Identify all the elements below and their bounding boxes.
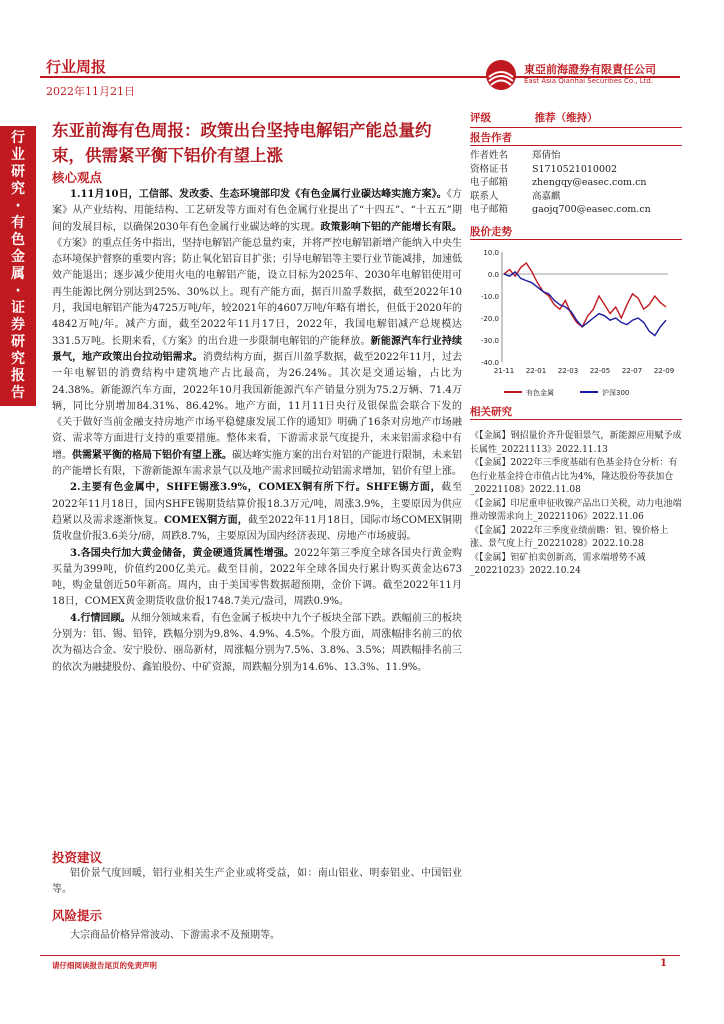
sidebar-char: 告 [11,385,25,401]
related-list [470,430,682,579]
author-field-label: 电子邮箱 [470,204,509,215]
y-tick-label: 10.0 [483,249,499,257]
invest-heading: 投资建议 [52,850,103,865]
rating-value: 推荐（维持） [534,112,598,124]
author-row [470,190,682,204]
report-category: 行业周报 [46,58,107,76]
risk-text: 大宗商品价格异常波动、下游需求不及预期等。 [70,930,280,941]
company-logo [484,58,684,92]
core-view-heading: 核心观点 [52,170,103,185]
footer-divider [40,955,680,956]
related-item: 《【金属】2022年三季度基础有色基金持仓分析：有色行业基金持仓市值占比为4%，隆达股份等获加仓_20221108》2022.11.08 [470,458,678,495]
author-field-value: 郑倩怡 [532,150,561,161]
sidebar-char: 券 [11,317,25,333]
x-tick-label: 22-07 [621,367,643,375]
main-body [52,187,462,676]
logo-name-en: East Asia Qianhai Securities Co., Ltd. [524,77,654,85]
sidebar-char: 报 [11,368,25,384]
author-row [470,176,682,190]
sidebar-char: 业 [11,147,25,163]
author-field-label: 作者姓名 [470,150,509,161]
paragraph-policy: 1.11月10日，工信部、发改委、生态环境部印发《有色金属行业碳达峰实施方案》。《方案》从产业结构、用能结构、工艺研发等方面对有色金属行业提出了“十四五”、“十五五”期间的发展目标，以确保2030年有色金属行业碳达峰的实现。政策影响下铝的产能增长有限。《方案》的重点任务中指出，坚持电解铝产能总量约束，并将严控电解铝新增产能纳入中央生态环境保护督察的重要内容；防止氧化铝盲目扩张；引导电解铝等主要行业节能减排，加速低效产能退出；逐步减少使用火电的电解铝产能，设立目标为2025年、2030年电解铝使用可再生能源比例分别达到25%、30%以上。现有产能方面，据百川盈孚数据，截至2022年10月，我国电解铝产能为4725万吨/年，较2021年的4607万吨/年略有增长，但低于2020年的4842万吨/年。减产方面，截至2022年11月17日，2022年，我国电解铝减产总规模达331.5万吨。长期来看，《方案》的出台进一步限制电解铝的产能释放。新能源汽车行业持续景气，地产政策出台拉动铝需求。消费结构方面，据百川盈孚数据，截至2022年11月，过去一年电解铝的消费结构中建筑地产占比最高，为26.24%。其次是交通运输，占比为24.38%。新能源汽车方面，2022年10月我国新能源汽车产销量分别为75.2万辆、71.4万辆，同比分别增加84.31%、86.42%。地产方面，11月11日央行及银保监会联合下发的《关于做好当前金融支持房地产市场平稳健康发展工作的通知》明确了16条对房地产市场融资、需求等方面进行支持的重要措施。整体来看，下游需求景气度提升，未来铝需求稳中有增。供需紧平衡的格局下铝价有望上涨。碳达峰实施方案的出台对铝的产能进行限制，未来铝的产能增长有限，下游新能源车需求景气以及地产需求回暖拉动铝需求增加，铝价有望上涨。 [52,189,463,478]
rating-label: 评级 [470,112,491,124]
x-tick-label: 22-05 [589,367,611,375]
sidebar-char: 属 [11,266,25,282]
legend-label-csi300: 沪深300 [602,389,630,397]
related-heading: 相关研究 [470,404,682,420]
related-item: 《【金属】2022年三季度业绩前瞻：钽、镍价格上涨、景气度上行_20221028》2022.10.28 [470,525,669,549]
x-tick-label: 22-01 [525,367,547,375]
legend-label-nonferrous: 有色金属 [526,389,554,397]
sidebar-char: · [15,283,21,299]
sidebar-char: 究 [11,181,25,197]
stock-heading: 股价走势 [470,224,682,240]
related-item: 《【金属】钢招量价齐升促钼景气，新能源应用赋予成长属性_20221113》2022.11.13 [470,431,682,455]
x-tick-label: 22-03 [557,367,579,375]
sidebar-banner [0,126,36,406]
sidebar-char: 有 [11,215,25,231]
y-tick-label: -40.0 [480,359,499,367]
series-line-csi300 [504,272,666,336]
author-field-value: 高嘉麒 [532,190,561,202]
y-tick-label: -30.0 [480,337,499,345]
authors-heading: 报告作者 [470,130,682,146]
author-field-label: 电子邮箱 [470,177,509,188]
related-item: 《【金属】钽矿拍卖创新高，需求端增势不减_20221023》2022.10.24 [470,552,646,576]
risk-heading: 风险提示 [52,908,103,923]
sidebar-char: · [15,198,21,214]
paragraph-metals: 2.主要有色金属中，SHFE锡涨3.9%，COMEX铜有所下行。SHFE锡方面，截至2022年11月18日，国内SHFE锡期货结算价报18.3万元/吨，周涨3.9%，主要原因为供应趋紧以及需求逐渐恢复。COMEX铜方面，截至2022年11月18日，国际市场COMEX铜期货收盘价报3.6美分/磅，周跌8.7%，主要原因为国内经济表现、房地产市场疲弱。 [52,482,463,543]
x-tick-label: 22-09 [653,367,675,375]
sidebar-char: 究 [11,351,25,367]
stock-chart [470,244,682,404]
author-field-label: 联系人 [470,190,499,202]
sidebar-char: 研 [11,164,25,180]
y-tick-label: -20.0 [480,315,499,323]
author-field-label: 资格证书 [470,163,509,175]
author-field-value: gaojq700@easec.com.cn [532,204,651,215]
sidebar-char: 研 [11,334,25,350]
author-field-value: S1710521010002 [532,163,618,175]
disclaimer-note: 请仔细阅读报告尾页的免责声明 [52,961,157,970]
x-tick-label: 21-11 [493,367,515,375]
related-item: 《【金属】印尼重申征收镍产品出口关税，动力电池端推动镍需求向上_20221106》2022.11.06 [470,498,682,522]
rating-row [470,110,682,128]
series-line-nonferrous [504,263,666,327]
report-date: 2022年11月21日 [46,85,135,98]
logo-mark-icon [484,58,518,92]
invest-text: 铝价景气度回暖，铝行业相关生产企业或将受益，如：南山铝业、明泰铝业、中国铝业等。 [52,868,462,896]
author-row [470,163,682,177]
author-row [470,149,682,163]
y-tick-label: 0.0 [487,271,499,279]
sidebar-char: 金 [11,249,25,265]
sidebar-char: 证 [11,300,25,316]
paragraph-market-review: 4.行情回顾。从细分领域来看，有色金属子板块中九个子板块全部下跌。跌幅前三的板块分别为：铝、锡、铅锌，跌幅分别为9.8%、4.9%、4.5%。个股方面，周涨幅排名前三的依次为福达合金、安宁股份、丽岛新材，周涨幅分别为7.5%、3.8%、3.5%；周跌幅排名前三的依次为融捷股份、鑫铂股份、中矿资源，周跌幅分别为14.6%、13.3%、11.9%。 [52,612,462,673]
sidebar-char: 行 [11,130,25,146]
logo-name-cn: 東亞前海證券有限責任公司 [524,63,656,76]
y-tick-label: -10.0 [480,293,499,301]
author-field-value: zhengqy@easec.com.cn [532,177,647,188]
report-title: 东亚前海有色周报：政策出台坚持电解铝产能总量约束，供需紧平衡下铝价有望上涨 [52,121,432,165]
authors-table [470,149,682,217]
author-row [470,203,682,217]
paragraph-gold: 3.各国央行加大黄金储备，黄金硬通货属性增强。2022年第三季度全球各国央行黄金购买量为399吨，价值约200亿美元。截至目前，2022年全球各国央行累计购买黄金达673吨，购金量创近50年新高。周内，由于美国零售数据超预期，金价下调。截至2022年11月18日，COMEX黄金期货收盘价报1748.7美元/盎司，周跌0.9%。 [52,547,462,608]
page-number: 1 [660,958,667,969]
sidebar-char: 色 [11,232,25,248]
